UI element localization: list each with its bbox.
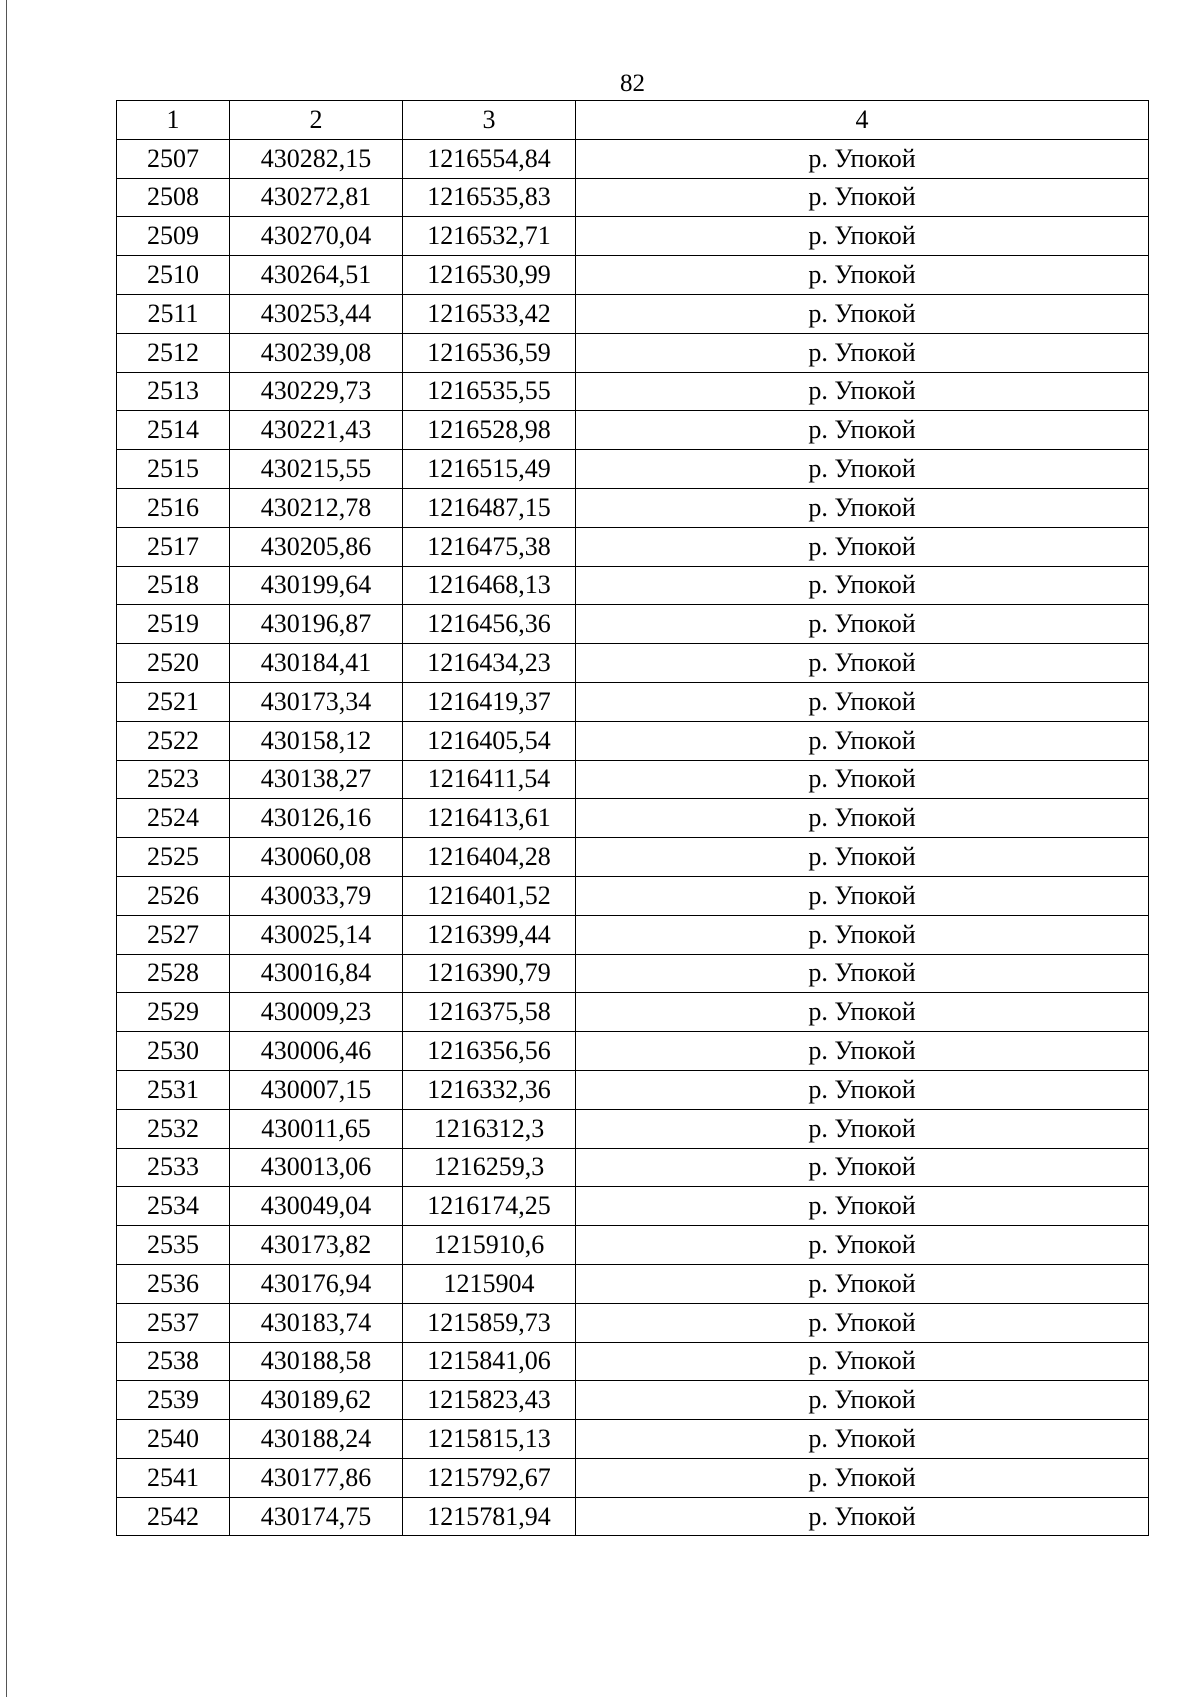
x-coordinate-cell: 430016,84 bbox=[230, 954, 403, 993]
table-row bbox=[117, 1342, 1149, 1381]
description-cell: р. Упокой bbox=[576, 1381, 1149, 1420]
table-row bbox=[117, 1264, 1149, 1303]
point-number-cell: 2536 bbox=[117, 1264, 230, 1303]
y-coordinate-cell: 1216456,36 bbox=[403, 605, 576, 644]
table-row bbox=[117, 954, 1149, 993]
description-cell: р. Упокой bbox=[576, 294, 1149, 333]
y-coordinate-cell: 1216532,71 bbox=[403, 217, 576, 256]
point-number-cell: 2535 bbox=[117, 1226, 230, 1265]
point-number-cell: 2538 bbox=[117, 1342, 230, 1381]
y-coordinate-cell: 1216312,3 bbox=[403, 1109, 576, 1148]
x-coordinate-cell: 430183,74 bbox=[230, 1303, 403, 1342]
x-coordinate-cell: 430212,78 bbox=[230, 488, 403, 527]
table-row bbox=[117, 1381, 1149, 1420]
description-cell: р. Упокой bbox=[576, 682, 1149, 721]
y-coordinate-cell: 1216390,79 bbox=[403, 954, 576, 993]
x-coordinate-cell: 430196,87 bbox=[230, 605, 403, 644]
y-coordinate-cell: 1215792,67 bbox=[403, 1458, 576, 1497]
point-number-cell: 2528 bbox=[117, 954, 230, 993]
y-coordinate-cell: 1216468,13 bbox=[403, 566, 576, 605]
x-coordinate-cell: 430270,04 bbox=[230, 217, 403, 256]
table-row bbox=[117, 1458, 1149, 1497]
x-coordinate-cell: 430215,55 bbox=[230, 450, 403, 489]
point-number-cell: 2514 bbox=[117, 411, 230, 450]
x-coordinate-cell: 430173,34 bbox=[230, 682, 403, 721]
point-number-cell: 2542 bbox=[117, 1497, 230, 1536]
table-row bbox=[117, 333, 1149, 372]
x-coordinate-cell: 430177,86 bbox=[230, 1458, 403, 1497]
table-row bbox=[117, 139, 1149, 178]
x-coordinate-cell: 430173,82 bbox=[230, 1226, 403, 1265]
table-row bbox=[117, 178, 1149, 217]
point-number-cell: 2526 bbox=[117, 876, 230, 915]
table-row bbox=[117, 1148, 1149, 1187]
description-cell: р. Упокой bbox=[576, 333, 1149, 372]
x-coordinate-cell: 430013,06 bbox=[230, 1148, 403, 1187]
x-coordinate-cell: 430025,14 bbox=[230, 915, 403, 954]
x-coordinate-cell: 430033,79 bbox=[230, 876, 403, 915]
x-coordinate-cell: 430282,15 bbox=[230, 139, 403, 178]
table-row bbox=[117, 1187, 1149, 1226]
y-coordinate-cell: 1215841,06 bbox=[403, 1342, 576, 1381]
point-number-cell: 2521 bbox=[117, 682, 230, 721]
y-coordinate-cell: 1216413,61 bbox=[403, 799, 576, 838]
point-number-cell: 2541 bbox=[117, 1458, 230, 1497]
y-coordinate-cell: 1216475,38 bbox=[403, 527, 576, 566]
y-coordinate-cell: 1216554,84 bbox=[403, 139, 576, 178]
table-row bbox=[117, 682, 1149, 721]
table-row bbox=[117, 488, 1149, 527]
y-coordinate-cell: 1215910,6 bbox=[403, 1226, 576, 1265]
description-cell: р. Упокой bbox=[576, 1342, 1149, 1381]
x-coordinate-cell: 430009,23 bbox=[230, 993, 403, 1032]
table-body bbox=[117, 139, 1149, 1536]
point-number-cell: 2517 bbox=[117, 527, 230, 566]
description-cell: р. Упокой bbox=[576, 1070, 1149, 1109]
y-coordinate-cell: 1216259,3 bbox=[403, 1148, 576, 1187]
x-coordinate-cell: 430060,08 bbox=[230, 838, 403, 877]
y-coordinate-cell: 1216174,25 bbox=[403, 1187, 576, 1226]
point-number-cell: 2516 bbox=[117, 488, 230, 527]
description-cell: р. Упокой bbox=[576, 372, 1149, 411]
description-cell: р. Упокой bbox=[576, 760, 1149, 799]
point-number-cell: 2507 bbox=[117, 139, 230, 178]
y-coordinate-cell: 1216515,49 bbox=[403, 450, 576, 489]
description-cell: р. Упокой bbox=[576, 721, 1149, 760]
point-number-cell: 2537 bbox=[117, 1303, 230, 1342]
y-coordinate-cell: 1216536,59 bbox=[403, 333, 576, 372]
y-coordinate-cell: 1216411,54 bbox=[403, 760, 576, 799]
y-coordinate-cell: 1215859,73 bbox=[403, 1303, 576, 1342]
point-number-cell: 2540 bbox=[117, 1420, 230, 1459]
y-coordinate-cell: 1216535,83 bbox=[403, 178, 576, 217]
y-coordinate-cell: 1216332,36 bbox=[403, 1070, 576, 1109]
y-coordinate-cell: 1216530,99 bbox=[403, 256, 576, 295]
table-row bbox=[117, 644, 1149, 683]
description-cell: р. Упокой bbox=[576, 178, 1149, 217]
table-row bbox=[117, 217, 1149, 256]
point-number-cell: 2539 bbox=[117, 1381, 230, 1420]
column-header-2: 2 bbox=[230, 101, 403, 140]
description-cell: р. Упокой bbox=[576, 1109, 1149, 1148]
point-number-cell: 2531 bbox=[117, 1070, 230, 1109]
x-coordinate-cell: 430264,51 bbox=[230, 256, 403, 295]
description-cell: р. Упокой bbox=[576, 566, 1149, 605]
x-coordinate-cell: 430006,46 bbox=[230, 1032, 403, 1071]
y-coordinate-cell: 1216535,55 bbox=[403, 372, 576, 411]
y-coordinate-cell: 1216399,44 bbox=[403, 915, 576, 954]
description-cell: р. Упокой bbox=[576, 1497, 1149, 1536]
point-number-cell: 2525 bbox=[117, 838, 230, 877]
table-row bbox=[117, 760, 1149, 799]
point-number-cell: 2515 bbox=[117, 450, 230, 489]
y-coordinate-cell: 1216404,28 bbox=[403, 838, 576, 877]
point-number-cell: 2532 bbox=[117, 1109, 230, 1148]
description-cell: р. Упокой bbox=[576, 799, 1149, 838]
point-number-cell: 2518 bbox=[117, 566, 230, 605]
table-row bbox=[117, 1226, 1149, 1265]
description-cell: р. Упокой bbox=[576, 450, 1149, 489]
x-coordinate-cell: 430007,15 bbox=[230, 1070, 403, 1109]
point-number-cell: 2510 bbox=[117, 256, 230, 295]
page-number: 82 bbox=[620, 70, 645, 97]
y-coordinate-cell: 1216375,58 bbox=[403, 993, 576, 1032]
table-row bbox=[117, 450, 1149, 489]
x-coordinate-cell: 430205,86 bbox=[230, 527, 403, 566]
table-row bbox=[117, 721, 1149, 760]
scan-edge-line bbox=[6, 0, 7, 1697]
y-coordinate-cell: 1215904 bbox=[403, 1264, 576, 1303]
y-coordinate-cell: 1216419,37 bbox=[403, 682, 576, 721]
description-cell: р. Упокой bbox=[576, 1420, 1149, 1459]
y-coordinate-cell: 1215823,43 bbox=[403, 1381, 576, 1420]
point-number-cell: 2530 bbox=[117, 1032, 230, 1071]
x-coordinate-cell: 430188,58 bbox=[230, 1342, 403, 1381]
table-row bbox=[117, 294, 1149, 333]
point-number-cell: 2534 bbox=[117, 1187, 230, 1226]
description-cell: р. Упокой bbox=[576, 217, 1149, 256]
y-coordinate-cell: 1215815,13 bbox=[403, 1420, 576, 1459]
table-row bbox=[117, 1070, 1149, 1109]
description-cell: р. Упокой bbox=[576, 605, 1149, 644]
x-coordinate-cell: 430049,04 bbox=[230, 1187, 403, 1226]
description-cell: р. Упокой bbox=[576, 838, 1149, 877]
point-number-cell: 2527 bbox=[117, 915, 230, 954]
point-number-cell: 2529 bbox=[117, 993, 230, 1032]
description-cell: р. Упокой bbox=[576, 1032, 1149, 1071]
table-row bbox=[117, 1420, 1149, 1459]
table-row bbox=[117, 915, 1149, 954]
point-number-cell: 2520 bbox=[117, 644, 230, 683]
point-number-cell: 2523 bbox=[117, 760, 230, 799]
y-coordinate-cell: 1216434,23 bbox=[403, 644, 576, 683]
column-header-3: 3 bbox=[403, 101, 576, 140]
point-number-cell: 2509 bbox=[117, 217, 230, 256]
table-row bbox=[117, 799, 1149, 838]
description-cell: р. Упокой bbox=[576, 527, 1149, 566]
description-cell: р. Упокой bbox=[576, 488, 1149, 527]
column-header-4: 4 bbox=[576, 101, 1149, 140]
table-row bbox=[117, 1109, 1149, 1148]
table-row bbox=[117, 372, 1149, 411]
description-cell: р. Упокой bbox=[576, 1148, 1149, 1187]
x-coordinate-cell: 430253,44 bbox=[230, 294, 403, 333]
table-row bbox=[117, 1303, 1149, 1342]
point-number-cell: 2533 bbox=[117, 1148, 230, 1187]
y-coordinate-cell: 1216401,52 bbox=[403, 876, 576, 915]
table-row bbox=[117, 838, 1149, 877]
x-coordinate-cell: 430126,16 bbox=[230, 799, 403, 838]
x-coordinate-cell: 430176,94 bbox=[230, 1264, 403, 1303]
y-coordinate-cell: 1216487,15 bbox=[403, 488, 576, 527]
table-header-row bbox=[117, 101, 1149, 140]
table-row bbox=[117, 1497, 1149, 1536]
description-cell: р. Упокой bbox=[576, 993, 1149, 1032]
x-coordinate-cell: 430184,41 bbox=[230, 644, 403, 683]
description-cell: р. Упокой bbox=[576, 1458, 1149, 1497]
y-coordinate-cell: 1216533,42 bbox=[403, 294, 576, 333]
x-coordinate-cell: 430174,75 bbox=[230, 1497, 403, 1536]
description-cell: р. Упокой bbox=[576, 644, 1149, 683]
description-cell: р. Упокой bbox=[576, 1264, 1149, 1303]
y-coordinate-cell: 1216405,54 bbox=[403, 721, 576, 760]
point-number-cell: 2524 bbox=[117, 799, 230, 838]
x-coordinate-cell: 430199,64 bbox=[230, 566, 403, 605]
description-cell: р. Упокой bbox=[576, 1187, 1149, 1226]
description-cell: р. Упокой bbox=[576, 954, 1149, 993]
table-row bbox=[117, 411, 1149, 450]
x-coordinate-cell: 430138,27 bbox=[230, 760, 403, 799]
table-row bbox=[117, 605, 1149, 644]
table-row bbox=[117, 256, 1149, 295]
x-coordinate-cell: 430239,08 bbox=[230, 333, 403, 372]
x-coordinate-cell: 430188,24 bbox=[230, 1420, 403, 1459]
x-coordinate-cell: 430272,81 bbox=[230, 178, 403, 217]
point-number-cell: 2513 bbox=[117, 372, 230, 411]
y-coordinate-cell: 1216356,56 bbox=[403, 1032, 576, 1071]
point-number-cell: 2522 bbox=[117, 721, 230, 760]
description-cell: р. Упокой bbox=[576, 1303, 1149, 1342]
table-row bbox=[117, 527, 1149, 566]
table-row bbox=[117, 1032, 1149, 1071]
y-coordinate-cell: 1215781,94 bbox=[403, 1497, 576, 1536]
point-number-cell: 2512 bbox=[117, 333, 230, 372]
x-coordinate-cell: 430189,62 bbox=[230, 1381, 403, 1420]
coordinates-table bbox=[116, 100, 1149, 1536]
table-row bbox=[117, 993, 1149, 1032]
x-coordinate-cell: 430229,73 bbox=[230, 372, 403, 411]
description-cell: р. Упокой bbox=[576, 915, 1149, 954]
x-coordinate-cell: 430158,12 bbox=[230, 721, 403, 760]
table-row bbox=[117, 876, 1149, 915]
description-cell: р. Упокой bbox=[576, 876, 1149, 915]
point-number-cell: 2508 bbox=[117, 178, 230, 217]
description-cell: р. Упокой bbox=[576, 139, 1149, 178]
description-cell: р. Упокой bbox=[576, 256, 1149, 295]
x-coordinate-cell: 430221,43 bbox=[230, 411, 403, 450]
point-number-cell: 2511 bbox=[117, 294, 230, 333]
point-number-cell: 2519 bbox=[117, 605, 230, 644]
table-row bbox=[117, 566, 1149, 605]
x-coordinate-cell: 430011,65 bbox=[230, 1109, 403, 1148]
column-header-1: 1 bbox=[117, 101, 230, 140]
description-cell: р. Упокой bbox=[576, 411, 1149, 450]
y-coordinate-cell: 1216528,98 bbox=[403, 411, 576, 450]
description-cell: р. Упокой bbox=[576, 1226, 1149, 1265]
